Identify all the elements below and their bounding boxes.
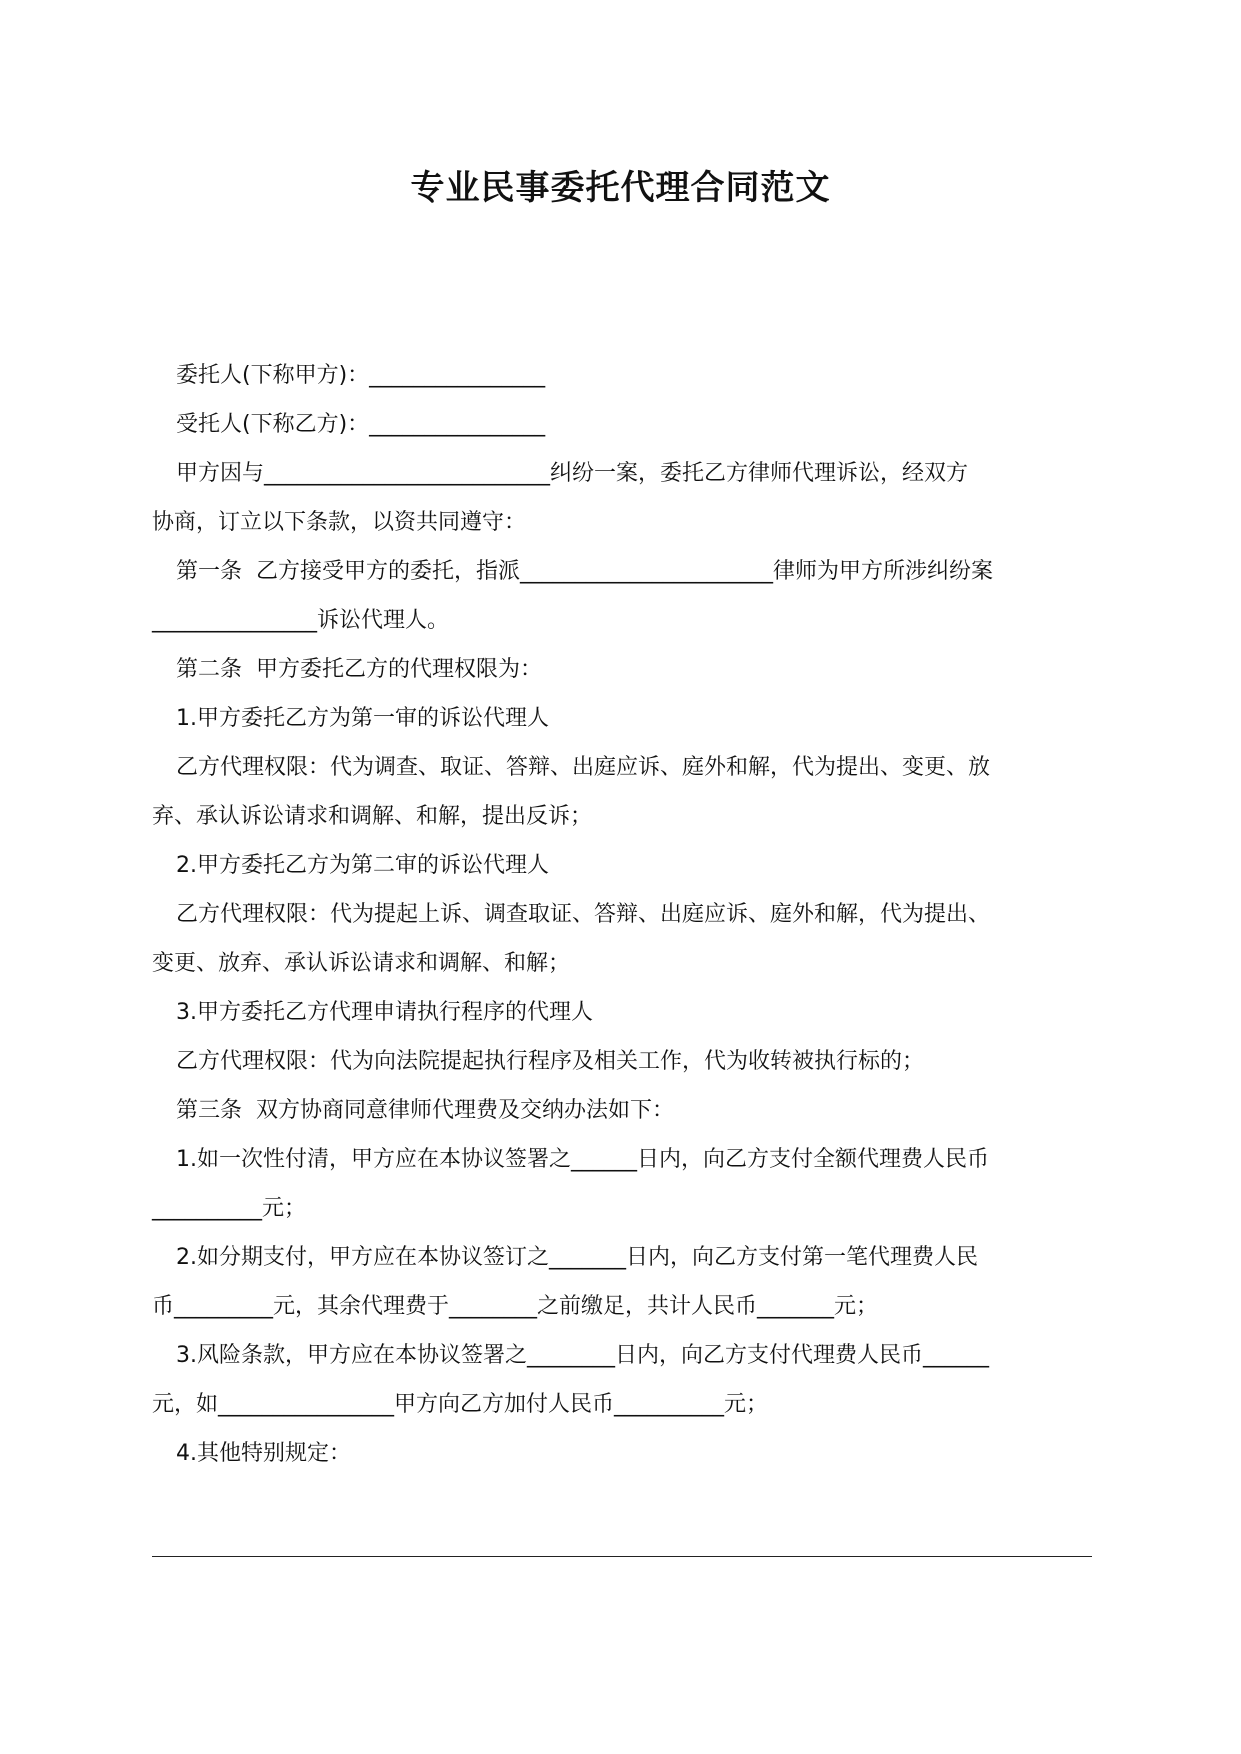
article-3-item-2-line-1: 2.如分期支付，甲方应在本协议签订之_______日内，向乙方支付第一笔代理费人民 [176, 1245, 978, 1270]
paragraph-principal: 委托人(下称甲方)：________________ [176, 363, 546, 388]
article-3-item-4: 4.其他特别规定： [176, 1441, 351, 1466]
article-1-line-1: 第一条 乙方接受甲方的委托，指派_______________________律师为甲方所涉纠纷案 [176, 559, 993, 584]
article-3-item-3-line-2: 元，如________________甲方向乙方加付人民币__________元； [152, 1392, 769, 1417]
document-title: 专业民事委托代理合同范文 [410, 168, 831, 208]
article-2-item-2-scope-line-2: 变更、放弃、承认诉讼请求和调解、和解； [152, 951, 571, 976]
article-1-line-2: _______________诉讼代理人。 [152, 608, 450, 633]
article-3-item-2-line-2: 币_________元，其余代理费于________之前缴足，共计人民币_______元； [152, 1294, 879, 1319]
article-3-heading: 第三条 双方协商同意律师代理费及交纳办法如下： [176, 1098, 674, 1123]
article-3-item-1-line-2: __________元； [152, 1196, 307, 1221]
paragraph-agent: 受托人(下称乙方)：________________ [176, 412, 546, 437]
article-2-item-2-scope-line-1: 乙方代理权限：代为提起上诉、调查取证、答辩、出庭应诉、庭外和解，代为提出、 [176, 902, 991, 927]
article-2-item-3: 3.甲方委托乙方代理申请执行程序的代理人 [176, 1000, 593, 1025]
article-3-item-3-line-1: 3.风险条款，甲方应在本协议签署之________日内，向乙方支付代理费人民币______ [176, 1343, 989, 1368]
paragraph-intro-line-1: 甲方因与__________________________纠纷一案，委托乙方律师代理诉讼，经双方 [176, 461, 969, 486]
blank-fill-line [152, 1556, 1092, 1557]
document-body [152, 351, 1100, 1478]
article-2-item-1-scope-line-2: 弃、承认诉讼请求和调解、和解，提出反诉； [152, 804, 593, 829]
article-2-item-1-scope-line-1: 乙方代理权限：代为调查、取证、答辩、出庭应诉、庭外和解，代为提出、变更、放 [176, 755, 991, 780]
paragraph-intro-line-2: 协商，订立以下条款，以资共同遵守： [152, 510, 527, 535]
article-2-item-3-scope: 乙方代理权限：代为向法院提起执行程序及相关工作，代为收转被执行标的； [176, 1049, 925, 1074]
article-2-item-1: 1.甲方委托乙方为第一审的诉讼代理人 [176, 706, 549, 731]
article-2-heading: 第二条 甲方委托乙方的代理权限为： [176, 657, 542, 682]
article-3-item-1-line-1: 1.如一次性付清，甲方应在本协议签署之______日内，向乙方支付全额代理费人民币 [176, 1147, 989, 1172]
article-2-item-2: 2.甲方委托乙方为第二审的诉讼代理人 [176, 853, 549, 878]
